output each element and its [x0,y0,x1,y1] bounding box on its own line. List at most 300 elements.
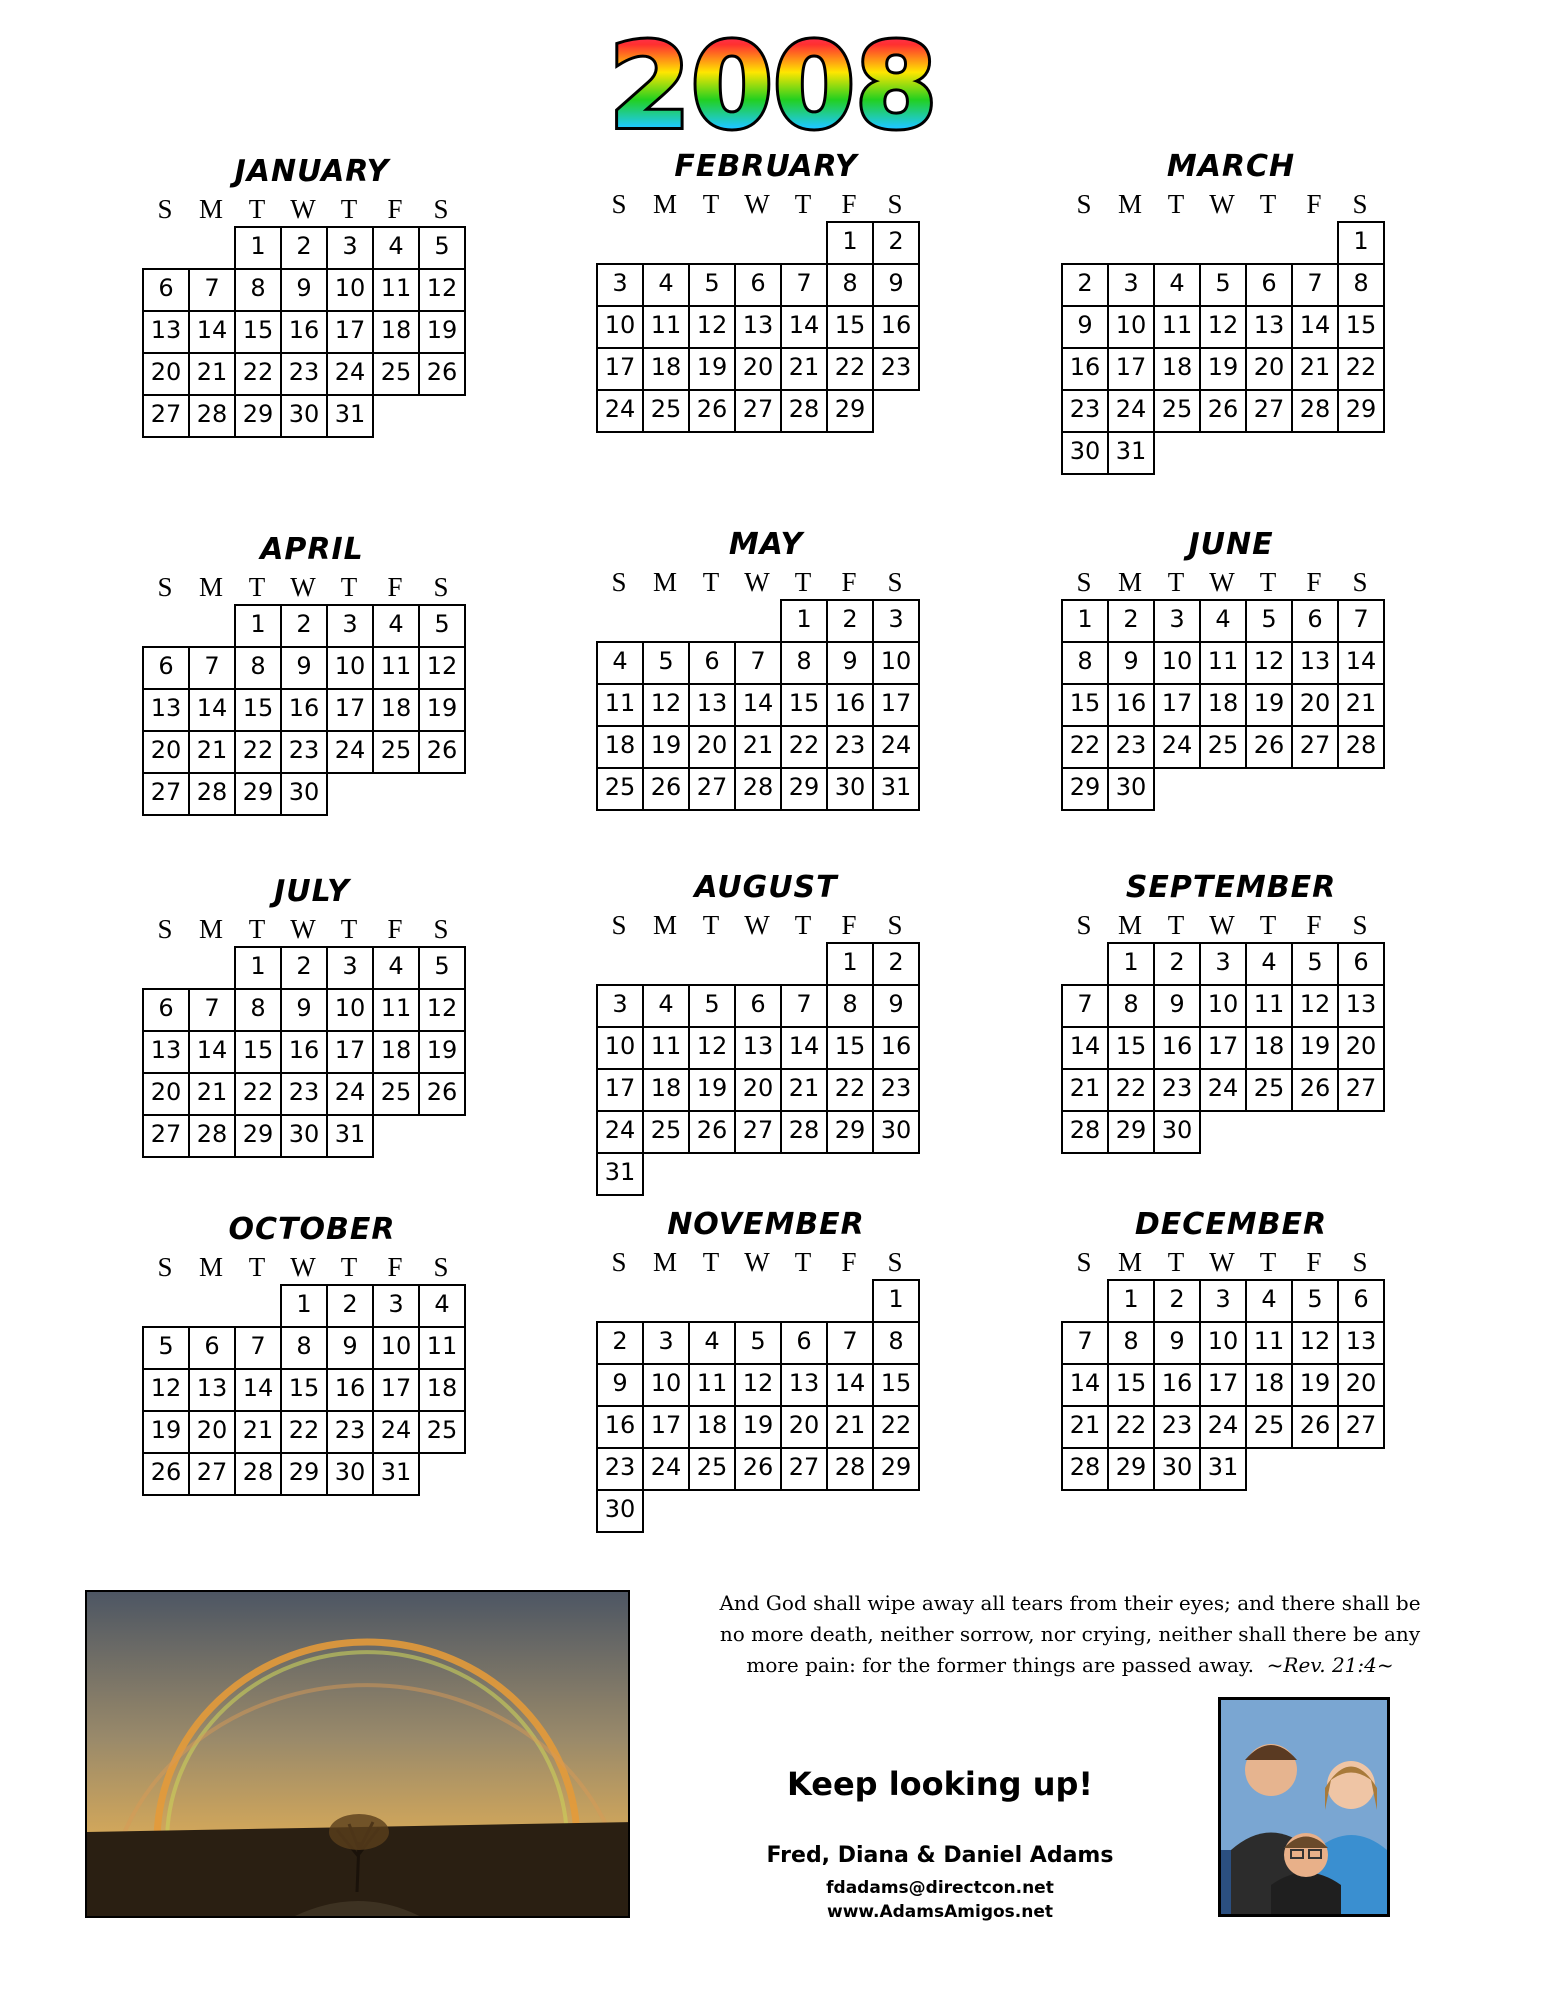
month-february [596,147,936,431]
day-cell: 9 [872,263,920,307]
month-name: SEPTEMBER [1125,870,1337,905]
day-cell: 9 [1061,305,1109,349]
empty-day-cell [1291,221,1339,265]
day-cell: 1 [1107,1279,1155,1323]
day-cell: 26 [418,1072,466,1116]
weekday-label: W [1209,189,1235,219]
day-cell: 24 [642,1447,690,1491]
day-cell: 18 [596,725,644,769]
day-cell: 28 [780,1110,828,1154]
weekday-label: T [1259,567,1277,597]
day-cell: 3 [1199,942,1247,986]
day-cell: 28 [1061,1447,1109,1491]
day-cell: 5 [1291,942,1339,986]
day-cell: 29 [234,1114,282,1158]
day-cell: 29 [826,1110,874,1154]
empty-day-cell [188,946,236,990]
weekday-label: T [340,1252,358,1282]
day-cell: 1 [234,946,282,990]
day-cell: 25 [642,389,690,433]
day-cell: 11 [1199,641,1247,685]
day-cell: 27 [142,772,190,816]
weekday-header [1061,1245,1383,1279]
day-cell: 16 [280,1030,328,1074]
day-cell: 4 [688,1321,736,1365]
day-cell: 8 [872,1321,920,1365]
day-cell: 23 [1107,725,1155,769]
weekday-label: S [1352,567,1368,597]
day-cell: 10 [1199,1321,1247,1365]
verse-line-2: no more death, neither sorrow, nor crying, neither shall there be any [719,1622,1421,1646]
day-cell: 19 [418,310,466,354]
day-cell: 24 [1199,1068,1247,1112]
day-cell: 13 [1291,641,1339,685]
weekday-label: M [1117,910,1142,940]
day-cell: 10 [1199,984,1247,1028]
weekday-label: T [702,567,720,597]
day-cell: 21 [734,725,782,769]
weekday-label: T [340,194,358,224]
weekday-label: M [198,194,223,224]
empty-day-cell [1061,1279,1109,1323]
month-august [596,868,936,1194]
day-cell: 23 [280,352,328,396]
day-cell: 12 [1199,305,1247,349]
day-cell: 3 [1199,1279,1247,1323]
day-cell: 19 [1291,1026,1339,1070]
day-cell: 14 [188,1030,236,1074]
empty-day-cell [642,942,690,986]
rainbow-photo [85,1590,630,1918]
day-cell: 25 [372,1072,420,1116]
weekday-label: M [198,1252,223,1282]
day-grid [1061,942,1383,1152]
weekday-label: T [1167,1247,1185,1277]
email-address: fdadams@directcon.net [826,1878,1054,1898]
day-cell: 28 [188,772,236,816]
day-cell: 1 [1337,221,1385,265]
day-cell: 24 [1199,1405,1247,1449]
day-cell: 29 [780,767,828,811]
weekday-label: W [744,1247,770,1277]
day-cell: 21 [188,730,236,774]
day-cell: 10 [596,305,644,349]
day-cell: 29 [1337,389,1385,433]
day-grid [596,221,918,431]
empty-day-cell [688,942,736,986]
day-cell: 23 [280,1072,328,1116]
day-cell: 6 [142,988,190,1032]
empty-day-cell [142,604,190,648]
day-cell: 22 [234,1072,282,1116]
weekday-label: T [794,910,812,940]
day-cell: 24 [326,730,374,774]
day-cell: 9 [280,268,328,312]
day-cell: 12 [642,683,690,727]
day-cell: 6 [780,1321,828,1365]
empty-day-cell [1061,221,1109,265]
day-cell: 3 [872,599,920,643]
day-cell: 18 [642,347,690,391]
month-name: FEBRUARY [674,149,858,184]
weekday-header [1061,187,1383,221]
day-cell: 5 [418,946,466,990]
day-cell: 11 [1245,984,1293,1028]
day-grid [596,1279,918,1531]
weekday-label: S [1076,567,1092,597]
weekday-label: S [887,567,903,597]
day-cell: 1 [826,942,874,986]
weekday-label: T [1259,910,1277,940]
day-cell: 6 [1245,263,1293,307]
day-cell: 10 [326,268,374,312]
empty-day-cell [780,1279,828,1323]
day-cell: 20 [734,1068,782,1112]
day-cell: 2 [826,599,874,643]
weekday-label: S [1352,189,1368,219]
day-cell: 30 [326,1452,374,1496]
day-cell: 8 [234,268,282,312]
weekday-label: M [652,567,677,597]
empty-day-cell [142,946,190,990]
weekday-header [142,192,464,226]
day-cell: 29 [826,389,874,433]
day-cell: 2 [280,604,328,648]
day-cell: 2 [280,226,328,270]
weekday-label: F [841,567,857,597]
day-cell: 25 [372,352,420,396]
day-cell: 12 [418,988,466,1032]
weekday-label: T [340,914,358,944]
day-cell: 15 [280,1368,328,1412]
day-cell: 23 [1061,389,1109,433]
day-cell: 17 [326,310,374,354]
day-cell: 17 [1153,683,1201,727]
day-cell: 23 [596,1447,644,1491]
day-cell: 21 [234,1410,282,1454]
day-cell: 26 [688,1110,736,1154]
day-cell: 20 [688,725,736,769]
day-cell: 11 [372,268,420,312]
day-cell: 16 [1061,347,1109,391]
day-cell: 5 [642,641,690,685]
day-cell: 20 [142,1072,190,1116]
day-cell: 15 [234,310,282,354]
year-title [0,35,1545,145]
day-cell: 22 [1337,347,1385,391]
day-grid [1061,1279,1383,1489]
day-cell: 23 [872,1068,920,1112]
weekday-label: T [702,1247,720,1277]
weekday-label: T [248,1252,266,1282]
day-cell: 18 [1245,1363,1293,1407]
day-cell: 12 [1291,984,1339,1028]
day-cell: 16 [1153,1363,1201,1407]
day-cell: 24 [596,389,644,433]
day-cell: 8 [1337,263,1385,307]
day-cell: 16 [280,688,328,732]
day-cell: 3 [596,263,644,307]
day-cell: 18 [1199,683,1247,727]
day-cell: 26 [1291,1068,1339,1112]
day-cell: 20 [188,1410,236,1454]
day-cell: 19 [142,1410,190,1454]
weekday-header [596,187,918,221]
day-cell: 15 [826,1026,874,1070]
day-cell: 6 [188,1326,236,1370]
day-cell: 1 [234,226,282,270]
day-cell: 14 [234,1368,282,1412]
day-cell: 1 [1061,599,1109,643]
day-cell: 29 [1107,1447,1155,1491]
weekday-label: F [1306,910,1322,940]
weekday-label: T [794,567,812,597]
day-cell: 21 [780,1068,828,1112]
day-cell: 16 [1107,683,1155,727]
day-cell: 15 [234,1030,282,1074]
day-cell: 8 [780,641,828,685]
day-cell: 9 [826,641,874,685]
day-grid [1061,221,1383,473]
day-cell: 12 [1245,641,1293,685]
day-cell: 24 [1107,389,1155,433]
day-cell: 19 [418,1030,466,1074]
day-cell: 30 [826,767,874,811]
empty-day-cell [234,1284,282,1328]
day-cell: 5 [418,226,466,270]
day-cell: 16 [280,310,328,354]
day-cell: 26 [142,1452,190,1496]
month-may [596,525,936,809]
day-cell: 17 [1199,1363,1247,1407]
day-cell: 3 [1107,263,1155,307]
day-cell: 31 [326,394,374,438]
day-cell: 4 [1245,942,1293,986]
weekday-label: S [157,572,173,602]
day-cell: 26 [1291,1405,1339,1449]
day-cell: 23 [326,1410,374,1454]
month-name: JULY [274,874,350,909]
day-cell: 24 [1153,725,1201,769]
day-cell: 19 [642,725,690,769]
day-cell: 11 [418,1326,466,1370]
day-cell: 24 [326,1072,374,1116]
day-cell: 18 [1153,347,1201,391]
day-cell: 23 [280,730,328,774]
day-cell: 14 [188,310,236,354]
day-cell: 18 [418,1368,466,1412]
day-cell: 29 [872,1447,920,1491]
day-cell: 30 [596,1489,644,1533]
weekday-label: T [248,194,266,224]
empty-day-cell [596,1279,644,1323]
family-photo [1218,1697,1390,1917]
day-cell: 13 [688,683,736,727]
day-cell: 21 [1061,1068,1109,1112]
day-cell: 2 [280,946,328,990]
day-cell: 14 [1291,305,1339,349]
day-cell: 4 [596,641,644,685]
day-cell: 31 [372,1452,420,1496]
year-text: 2008 [608,35,937,145]
day-cell: 14 [1061,1363,1109,1407]
day-cell: 14 [1061,1026,1109,1070]
day-cell: 11 [596,683,644,727]
weekday-label: S [1076,910,1092,940]
month-july [142,872,482,1156]
weekday-label: F [1306,189,1322,219]
day-cell: 30 [1107,767,1155,811]
day-cell: 21 [1337,683,1385,727]
day-cell: 7 [1061,984,1109,1028]
day-cell: 9 [280,646,328,690]
day-cell: 11 [372,646,420,690]
day-cell: 19 [688,347,736,391]
weekday-label: W [290,194,316,224]
day-cell: 26 [688,389,736,433]
day-cell: 22 [826,347,874,391]
day-cell: 14 [780,305,828,349]
day-cell: 21 [1291,347,1339,391]
day-cell: 11 [372,988,420,1032]
day-cell: 14 [734,683,782,727]
month-june [1061,525,1401,809]
day-cell: 22 [1061,725,1109,769]
day-cell: 5 [1199,263,1247,307]
day-cell: 15 [1061,683,1109,727]
day-grid [142,226,464,436]
weekday-label: M [1117,1247,1142,1277]
day-cell: 15 [872,1363,920,1407]
day-cell: 17 [1107,347,1155,391]
weekday-label: M [652,910,677,940]
day-cell: 5 [734,1321,782,1365]
day-cell: 27 [780,1447,828,1491]
weekday-header [142,1250,464,1284]
day-cell: 20 [142,352,190,396]
day-cell: 20 [734,347,782,391]
weekday-label: S [433,1252,449,1282]
day-cell: 4 [1199,599,1247,643]
day-cell: 20 [1291,683,1339,727]
day-cell: 15 [1337,305,1385,349]
day-cell: 7 [1061,1321,1109,1365]
weekday-label: W [744,910,770,940]
day-cell: 31 [596,1152,644,1196]
day-cell: 10 [642,1363,690,1407]
day-cell: 20 [1245,347,1293,391]
day-cell: 17 [372,1368,420,1412]
day-cell: 15 [1107,1363,1155,1407]
day-cell: 31 [326,1114,374,1158]
month-name: DECEMBER [1134,1207,1328,1242]
weekday-label: T [248,914,266,944]
day-cell: 21 [780,347,828,391]
year-title-art [603,35,943,145]
empty-day-cell [734,221,782,265]
day-cell: 17 [326,1030,374,1074]
bible-verse [670,1588,1470,1681]
day-cell: 28 [734,767,782,811]
month-name: OCTOBER [228,1212,396,1247]
weekday-label: T [1167,567,1185,597]
day-cell: 12 [418,646,466,690]
day-cell: 9 [326,1326,374,1370]
weekday-label: M [652,1247,677,1277]
weekday-label: M [198,914,223,944]
weekday-label: M [652,189,677,219]
day-cell: 4 [418,1284,466,1328]
weekday-label: S [157,194,173,224]
empty-day-cell [596,599,644,643]
weekday-label: W [1209,910,1235,940]
day-cell: 30 [280,772,328,816]
day-cell: 31 [872,767,920,811]
empty-day-cell [642,599,690,643]
day-cell: 4 [642,984,690,1028]
day-grid [142,604,464,814]
day-cell: 13 [1337,984,1385,1028]
day-cell: 7 [826,1321,874,1365]
day-cell: 30 [872,1110,920,1154]
day-cell: 7 [188,646,236,690]
day-cell: 16 [326,1368,374,1412]
day-cell: 2 [872,942,920,986]
day-cell: 15 [780,683,828,727]
day-cell: 9 [280,988,328,1032]
weekday-label: S [433,914,449,944]
weekday-label: M [1117,189,1142,219]
day-cell: 28 [234,1452,282,1496]
weekday-label: S [1076,1247,1092,1277]
day-cell: 31 [1107,431,1155,475]
day-cell: 6 [734,984,782,1028]
empty-day-cell [642,1279,690,1323]
empty-day-cell [188,604,236,648]
day-cell: 19 [688,1068,736,1112]
weekday-label: T [794,189,812,219]
day-cell: 27 [1291,725,1339,769]
empty-day-cell [596,942,644,986]
month-name: MARCH [1166,149,1296,184]
day-cell: 8 [1061,641,1109,685]
day-cell: 10 [326,988,374,1032]
day-cell: 15 [1107,1026,1155,1070]
day-cell: 1 [826,221,874,265]
day-cell: 21 [1061,1405,1109,1449]
verse-reference: ~Rev. 21:4~ [1266,1653,1394,1677]
day-cell: 14 [826,1363,874,1407]
empty-day-cell [188,1284,236,1328]
day-cell: 21 [188,1072,236,1116]
weekday-label: F [841,910,857,940]
day-cell: 20 [142,730,190,774]
day-cell: 7 [780,984,828,1028]
day-cell: 4 [372,946,420,990]
day-cell: 7 [188,268,236,312]
day-cell: 26 [418,730,466,774]
day-cell: 16 [596,1405,644,1449]
day-cell: 3 [326,604,374,648]
day-cell: 8 [826,263,874,307]
day-cell: 3 [1153,599,1201,643]
day-cell: 11 [688,1363,736,1407]
day-cell: 12 [418,268,466,312]
empty-day-cell [734,599,782,643]
day-cell: 28 [780,389,828,433]
day-cell: 17 [326,688,374,732]
verse-line-3: more pain: for the former things are passed away. [746,1653,1254,1677]
